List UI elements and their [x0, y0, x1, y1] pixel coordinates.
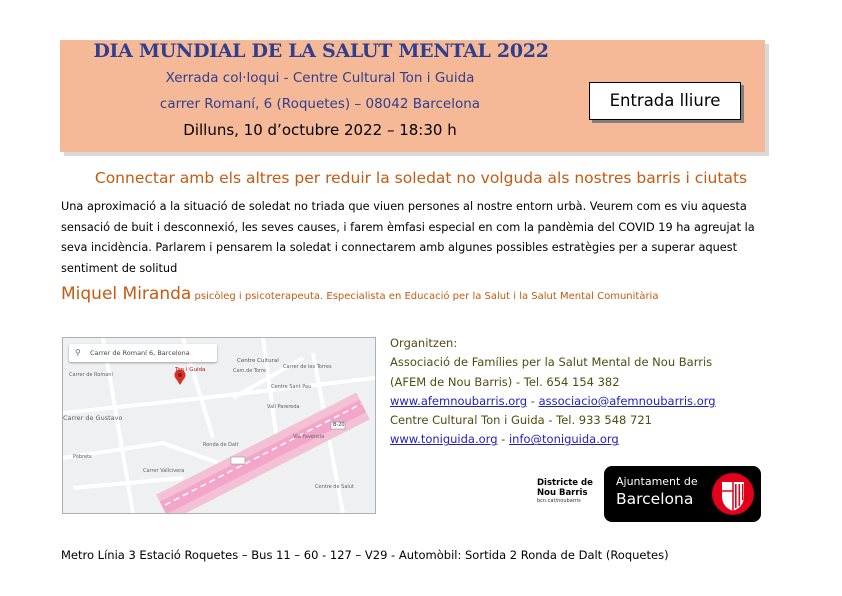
- afem-email-link[interactable]: associacio@afemnoubarris.org: [538, 393, 716, 408]
- map-street-label: Via Favència: [293, 434, 325, 440]
- ajuntament-line2: Barcelona: [616, 490, 694, 508]
- map-search-icon: ⚲: [75, 348, 81, 357]
- organizer-afem-contacts: [390, 392, 716, 411]
- map-pin-label-2: Centre Cultural: [237, 358, 279, 364]
- speaker-role: psicòleg i psicoterapeuta. Especialista en Educació per la Salut i la Salut Mental Comunitària: [191, 291, 659, 302]
- map-pin-label-1: Ton i Guida: [175, 367, 206, 373]
- separator: -: [527, 393, 539, 408]
- event-venue: Xerrada col·loqui - Centre Cultural Ton i Guida: [165, 70, 475, 86]
- districte-line1: Districte de: [537, 478, 593, 488]
- map-street-label: Carrer de Romaní: [69, 372, 113, 378]
- map-street-label: Pobrets: [73, 454, 92, 460]
- districte-nou-barris-logo: [537, 478, 607, 510]
- organizers-heading: Organitzen:: [390, 336, 458, 350]
- map-street-label: Carrer de Gustavo: [63, 414, 123, 422]
- entrada-lliure-box: Entrada lliure: [589, 82, 741, 120]
- toniguida-email-link[interactable]: info@toniguida.org: [508, 432, 619, 447]
- event-title: DIA MUNDIAL DE LA SALUT MENTAL 2022: [93, 40, 549, 62]
- map-street-label: B-20: [333, 422, 345, 428]
- afem-website-link[interactable]: www.afemnoubarris.org: [390, 393, 528, 408]
- districte-line2: Nou Barris: [537, 488, 588, 498]
- organizers-block: [390, 334, 716, 450]
- map-street-label: Vall Parereda: [267, 404, 300, 410]
- talk-subtitle: Connectar amb els altres per reduir la soledat no volguda als nostres barris i ciutats: [94, 169, 748, 187]
- speaker-name: Miquel Miranda: [61, 284, 192, 304]
- map-street-label: Carrer Vallcivera: [143, 468, 185, 474]
- transport-info: Metro Línia 3 Estació Roquetes – Bus 11 – 60 - 127 – V29 - Automòbil: Sortida 2 Ronda de Dalt (Roquetes): [61, 548, 669, 562]
- map-street-label: Cam.de Torre: [233, 368, 267, 374]
- ajuntament-barcelona-logo: [604, 466, 761, 522]
- map-search-text: Carrer de Romaní 6, Barcelona: [90, 349, 190, 357]
- toniguida-website-link[interactable]: www.toniguida.org: [390, 432, 498, 447]
- map-street-label: Centre de Salut: [315, 484, 354, 490]
- districte-line3: bcn.cat/noubarris: [537, 498, 581, 504]
- map-street-label: Centre Sant Pau: [271, 384, 312, 390]
- separator: -: [497, 432, 509, 447]
- talk-description: Una aproximació a la situació de soledat no triada que viuen persones al nostre entorn urbà. Veurem com es viu aquesta sensació de buit i desconnexió, les seves causes, i farem èmfasi especial en com la pandèmia del COVID 19 ha agreujat la seva incidència. Parlarem i pensarem la soledat i connectarem amb algunes possibles estratègies per a superar aquest sentiment de solitud: [61, 200, 755, 275]
- organizer-toniguida: Centre Cultural Ton i Guida - Tel. 933 548 721: [390, 413, 652, 428]
- map-street-label: Ronda de Dalt: [203, 442, 239, 448]
- organizer-toniguida-contacts: [390, 430, 716, 449]
- map-search-input[interactable]: [69, 344, 217, 362]
- barcelona-seal-icon: [708, 469, 758, 519]
- event-date: Dilluns, 10 d’octubre 2022 – 18:30 h: [183, 121, 457, 139]
- event-address: carrer Romaní, 6 (Roquetes) – 08042 Barcelona: [159, 96, 481, 112]
- speaker-line: [61, 284, 781, 304]
- organizer-afem: Associació de Famílies per la Salut Mental de Nou Barris: [390, 355, 713, 370]
- ajuntament-line1: Ajuntament de: [616, 475, 698, 488]
- organizer-afem-phone: (AFEM de Nou Barris) - Tel. 654 154 382: [390, 374, 620, 389]
- map-street-label: Carrer de les Torres: [283, 364, 332, 370]
- location-map[interactable]: [62, 337, 376, 514]
